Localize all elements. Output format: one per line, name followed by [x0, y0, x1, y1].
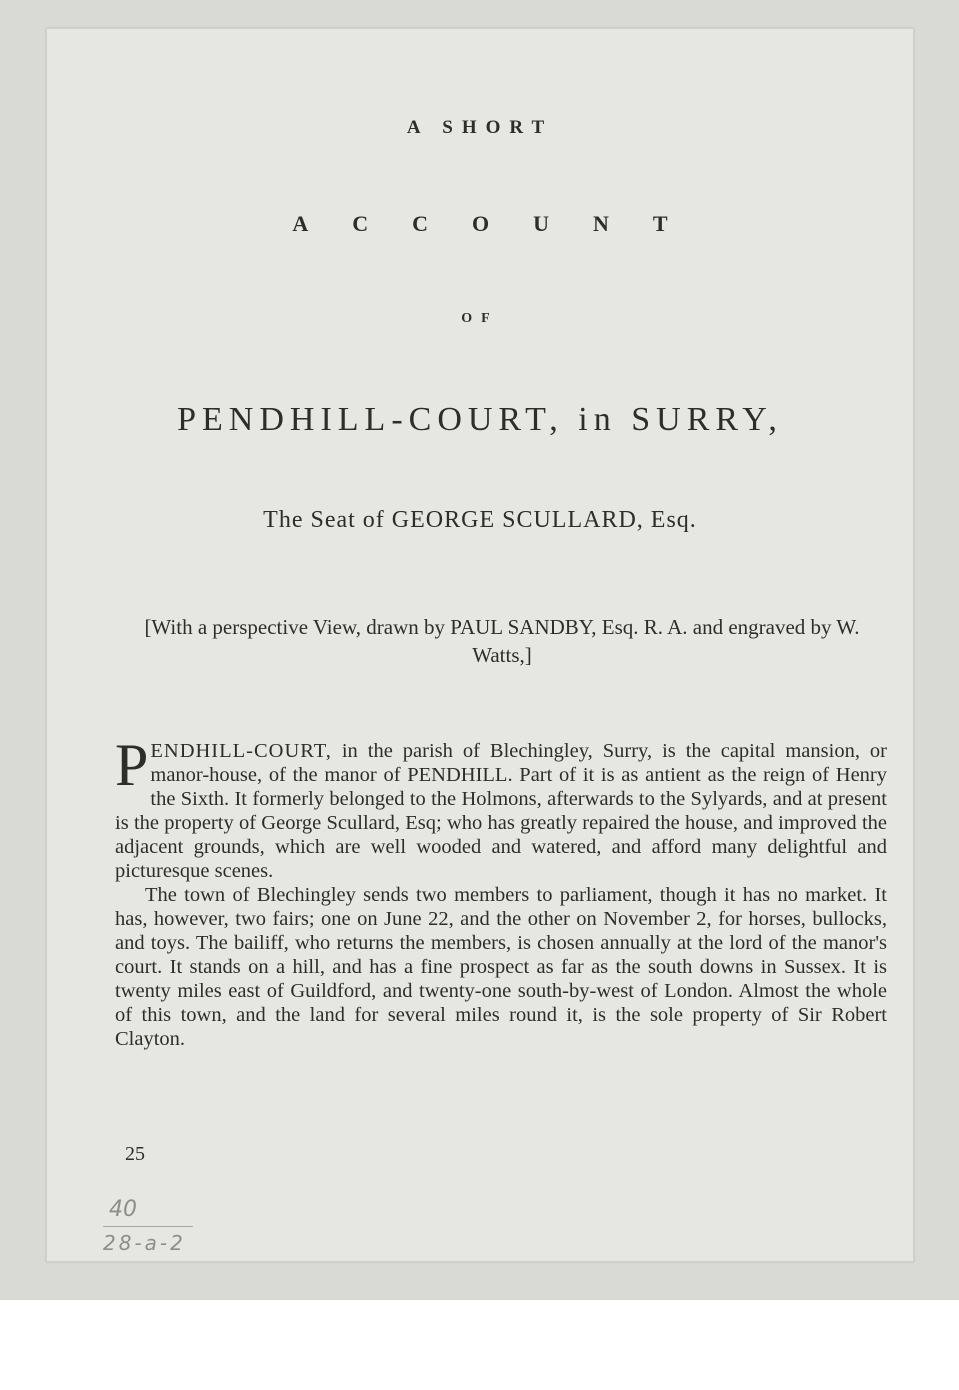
page-number: 25 [125, 1143, 145, 1165]
title-line-pendhill-court: PENDHILL-COURT, in SURRY, [177, 401, 783, 438]
illustration-note: [With a perspective View, drawn by PAUL SANDBY, Esq. R. A. and engraved by W. Watts,] [144, 615, 860, 667]
title-line-account: ACCOUNT [292, 211, 712, 236]
paragraph-1 [115, 732, 887, 883]
pencil-underline [103, 1226, 193, 1227]
pencil-annotation-reference: 28-a-2 [103, 1231, 186, 1255]
paragraph-1-lead: ENDHILL-COURT, [150, 740, 332, 762]
drop-cap: P [115, 732, 149, 798]
title-line-a-short: A SHORT [406, 117, 554, 138]
title-line-of: OF [461, 311, 499, 326]
printed-page [46, 28, 914, 1262]
subtitle-seat: The Seat of GEORGE SCULLARD, Esq. [263, 507, 697, 533]
pencil-annotation-number: 40 [109, 1197, 137, 1222]
body-text [115, 732, 887, 1051]
paragraph-2: The town of Blechingley sends two members to parliament, though it has no market. It has, however, two fairs; one on June 22, and the other on November 2, for horses, bullocks, and toys. The bailiff, who returns the members, is chosen annually at the lord of the manor's court. It stands on a hill, and has a fine prospect as far as the south downs in Sussex. It is twenty miles east of Guildford, and twenty-one south-by-west of London. Almost the whole of this town, and the land for several miles round it, is the sole property of Sir Robert Clayton. [115, 884, 887, 1050]
paragraph-1-text: in the parish of Blechingley, Surry, is the capital mansion, or manor-house, of the manor of PENDHILL. Part of it is as antient as the reign of Henry the Sixth. It formerly belonged to the Holmons, afterwards to the Sylyards, and at present is the property of George Scullard, Esq; who has greatly repaired the house, and improved the adjacent grounds, which are well wooded and watered, and afford many delightful and picturesque scenes. [115, 740, 887, 882]
